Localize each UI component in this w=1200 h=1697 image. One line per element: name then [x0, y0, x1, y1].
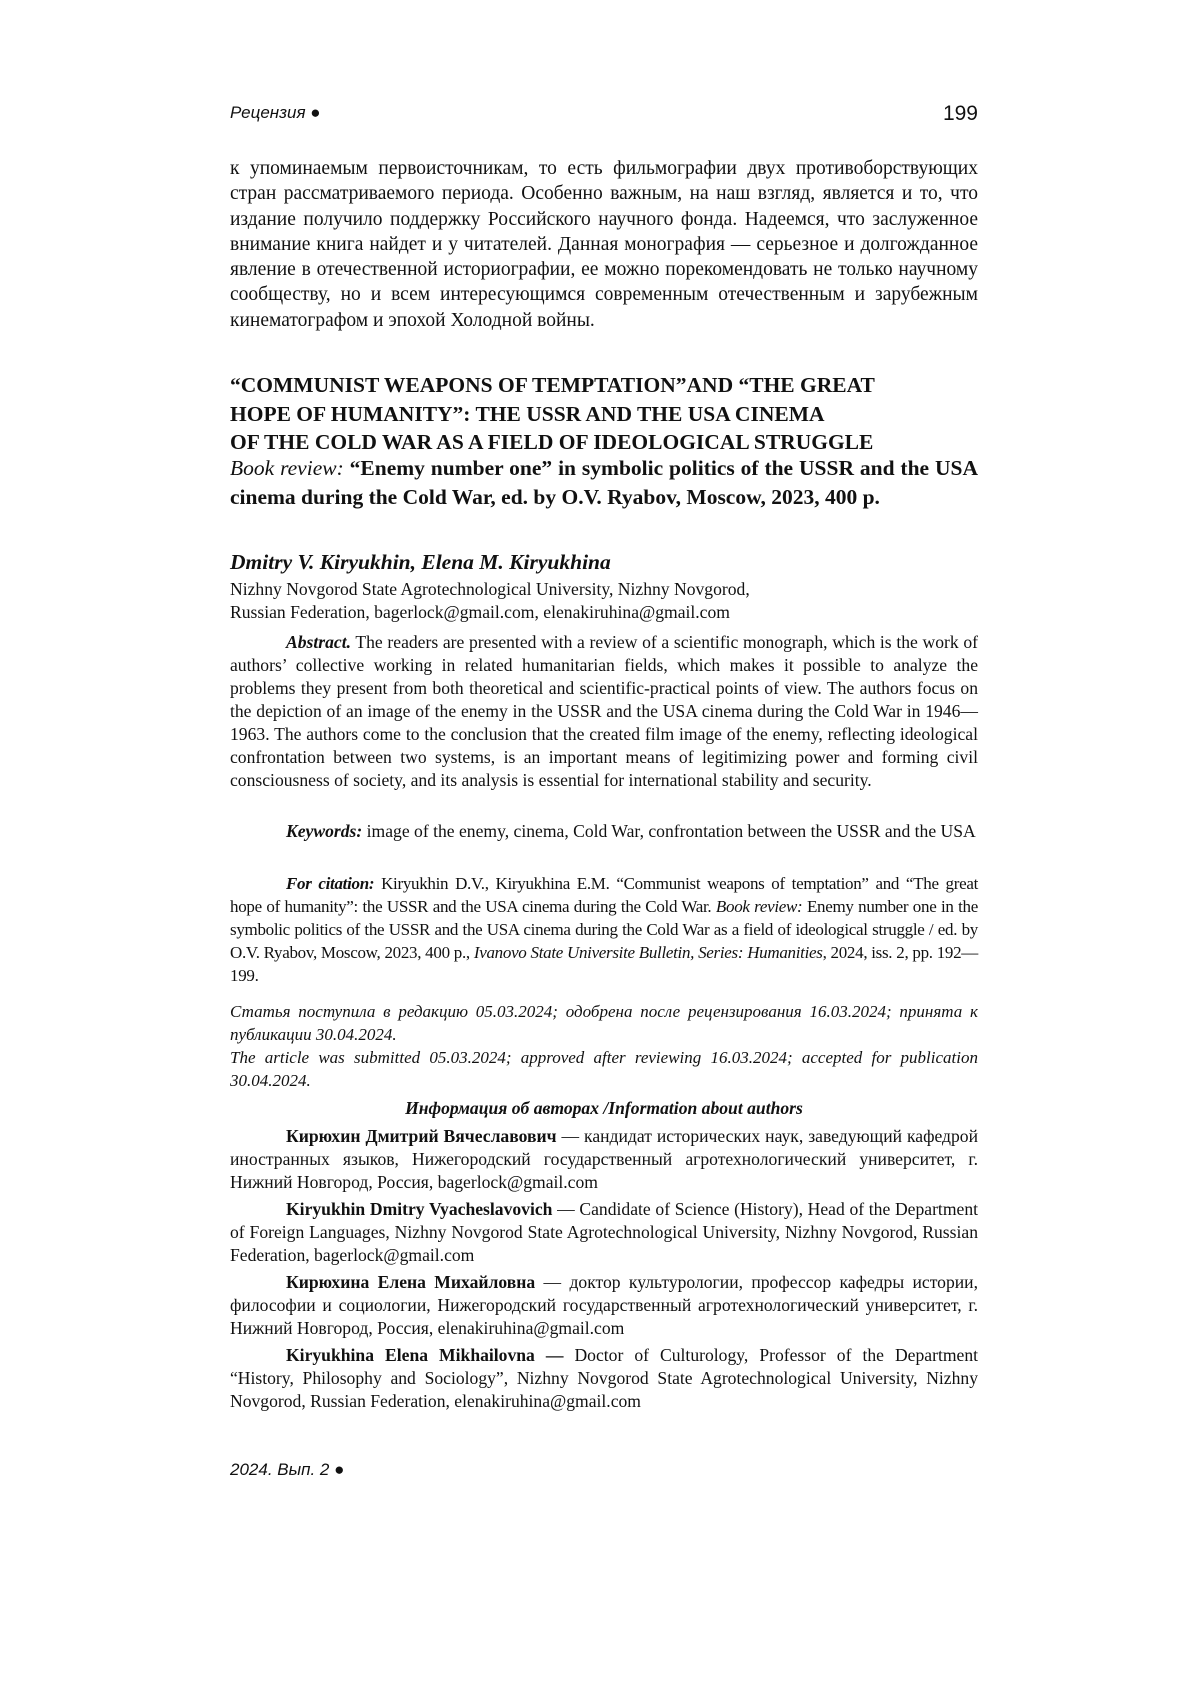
title-line: OF THE COLD WAR AS A FIELD OF IDEOLOGICAL STRUGGLE [230, 430, 874, 454]
authors-info-heading: Информация об авторах /Information about authors [405, 1098, 803, 1118]
author-bio [230, 1125, 978, 1194]
author-details: Doctor of Culturology, Professor of the Department “History, Philosophy and Sociology”, Nizhny Novgorod State Agrotechnological University, Nizhny Novgorod, Russian Federation, elenakiruhina@gmail.com [230, 1345, 979, 1411]
article-subtitle [230, 454, 978, 511]
running-head: Рецензия ● [230, 103, 321, 122]
author-details: — доктор культурологии, профессор кафедры истории, философии и социологии, Нижегородский государственный агротехнологический университет, г. Нижний Новгород, Россия, elenakiruhina@gmail.com [230, 1272, 978, 1338]
affiliation-line: Russian Federation, bagerlock@gmail.com, elenakiruhina@gmail.com [230, 602, 730, 622]
citation-text: , 2024, iss. 2, pp. 192—199. [230, 943, 978, 985]
keywords-label: Keywords: [286, 821, 363, 841]
subtitle-text: “Enemy number one” in symbolic politics of the USSR and the USA cinema during the Cold War, ed. by O.V. Ryabov, Moscow, 2023, 400 p. [230, 456, 978, 509]
author-bio [230, 1198, 978, 1267]
author-bio [230, 1271, 978, 1340]
author-name: Кирюхина Елена Михайловна [286, 1272, 536, 1292]
author-name: Kiryukhin Dmitry Vyacheslavovich [286, 1199, 553, 1219]
title-line: HOPE OF HUMANITY”: THE USSR AND THE USA CINEMA [230, 401, 825, 426]
article-dates [230, 1000, 978, 1092]
dates-ru: Статья поступила в редакцию 05.03.2024; одобрена после рецензирования 16.03.2024; принята к публикации 30.04.2024. [230, 1002, 978, 1044]
author-name: Kiryukhina Elena Mikhailovna — [286, 1345, 564, 1365]
author-details: — кандидат исторических наук, заведующий кафедрой иностранных языков, Нижегородский государственный агротехнологический университет, г. Нижний Новгород, Россия, bagerlock@gmail.com [230, 1126, 979, 1192]
dates-en: The article was submitted 05.03.2024; approved after reviewing 16.03.2024; accepted for publication 30.04.2024. [230, 1048, 978, 1090]
article-authors: Dmitry V. Kiryukhin, Elena M. Kiryukhina [230, 550, 611, 574]
issue-footer: 2024. Вып. 2 ● [230, 1460, 345, 1479]
body-paragraph: к упоминаемым первоисточникам, то есть фильмографии двух противоборствующих стран рассматриваемого периода. Особенно важным, на наш взгляд, является и то, что издание получило поддержку Российского научного фонда. Надеемся, что заслуженное внимание книга найдет и у читателей. Данная монография — серьезное и долгожданное явление в отечественной историографии, ее можно порекомендовать не только научному сообществу, но и всем интересующимся современным отечественным и зарубежным кинематографом и эпохой Холодной войны. [230, 158, 978, 331]
citation-text: Enemy number one in the symbolic politics of the USSR and the USA cinema during the Cold War as a field of ideological struggle / ed. by O.V. Ryabov, Moscow, 2023, 400 p., [230, 897, 978, 962]
citation-text: Kiryukhin D.V., Kiryukhina E.M. “Communist weapons of temptation” and “The great hope of humanity”: the USSR and the USA cinema during the Cold War. [230, 874, 978, 916]
author-details: — Candidate of Science (History), Head of the Department of Foreign Languages, Nizhny Novgorod State Agrotechnological University, Nizhny Novgorod, Russian Federation, bagerlock@gmail.com [230, 1199, 979, 1265]
keywords-text: image of the enemy, cinema, Cold War, confrontation between the USSR and the USA [366, 821, 976, 841]
affiliation [230, 578, 978, 624]
citation-journal: Ivanovo State Universite Bulletin, Series: Humanities [473, 943, 823, 962]
author-bio [230, 1344, 978, 1413]
author-bios [230, 1125, 978, 1417]
author-name: Кирюхин Дмитрий Вячеславович [286, 1126, 557, 1146]
abstract [230, 631, 978, 792]
abstract-text: The readers are presented with a review of a scientific monograph, which is the work of authors’ collective working in related humanitarian fields, which makes it possible to analyze the problems they present from both theoretical and scientific-practical points of view. The authors focus on the depiction of an image of the enemy in the USSR and the USA cinema during the Cold War in 1946—1963. The authors come to the conclusion that the created film image of the enemy, reflecting ideological confrontation between two systems, is an important means of legitimizing power and forming civil consciousness of society, and its analysis is essential for international stability and security. [230, 632, 978, 790]
abstract-label: Abstract. [286, 632, 352, 652]
keywords [230, 820, 978, 843]
citation-label: For citation: [286, 874, 375, 893]
citation [230, 872, 978, 987]
affiliation-line: Nizhny Novgorod State Agrotechnological University, Nizhny Novgorod, [230, 579, 750, 599]
page-number: 199 [942, 102, 978, 125]
article-title [230, 371, 978, 457]
subtitle-lead: Book review: [230, 456, 344, 480]
title-line: “COMMUNIST WEAPONS OF TEMPTATION”AND “THE GREAT [230, 373, 875, 397]
citation-italic: Book review: [715, 897, 803, 916]
